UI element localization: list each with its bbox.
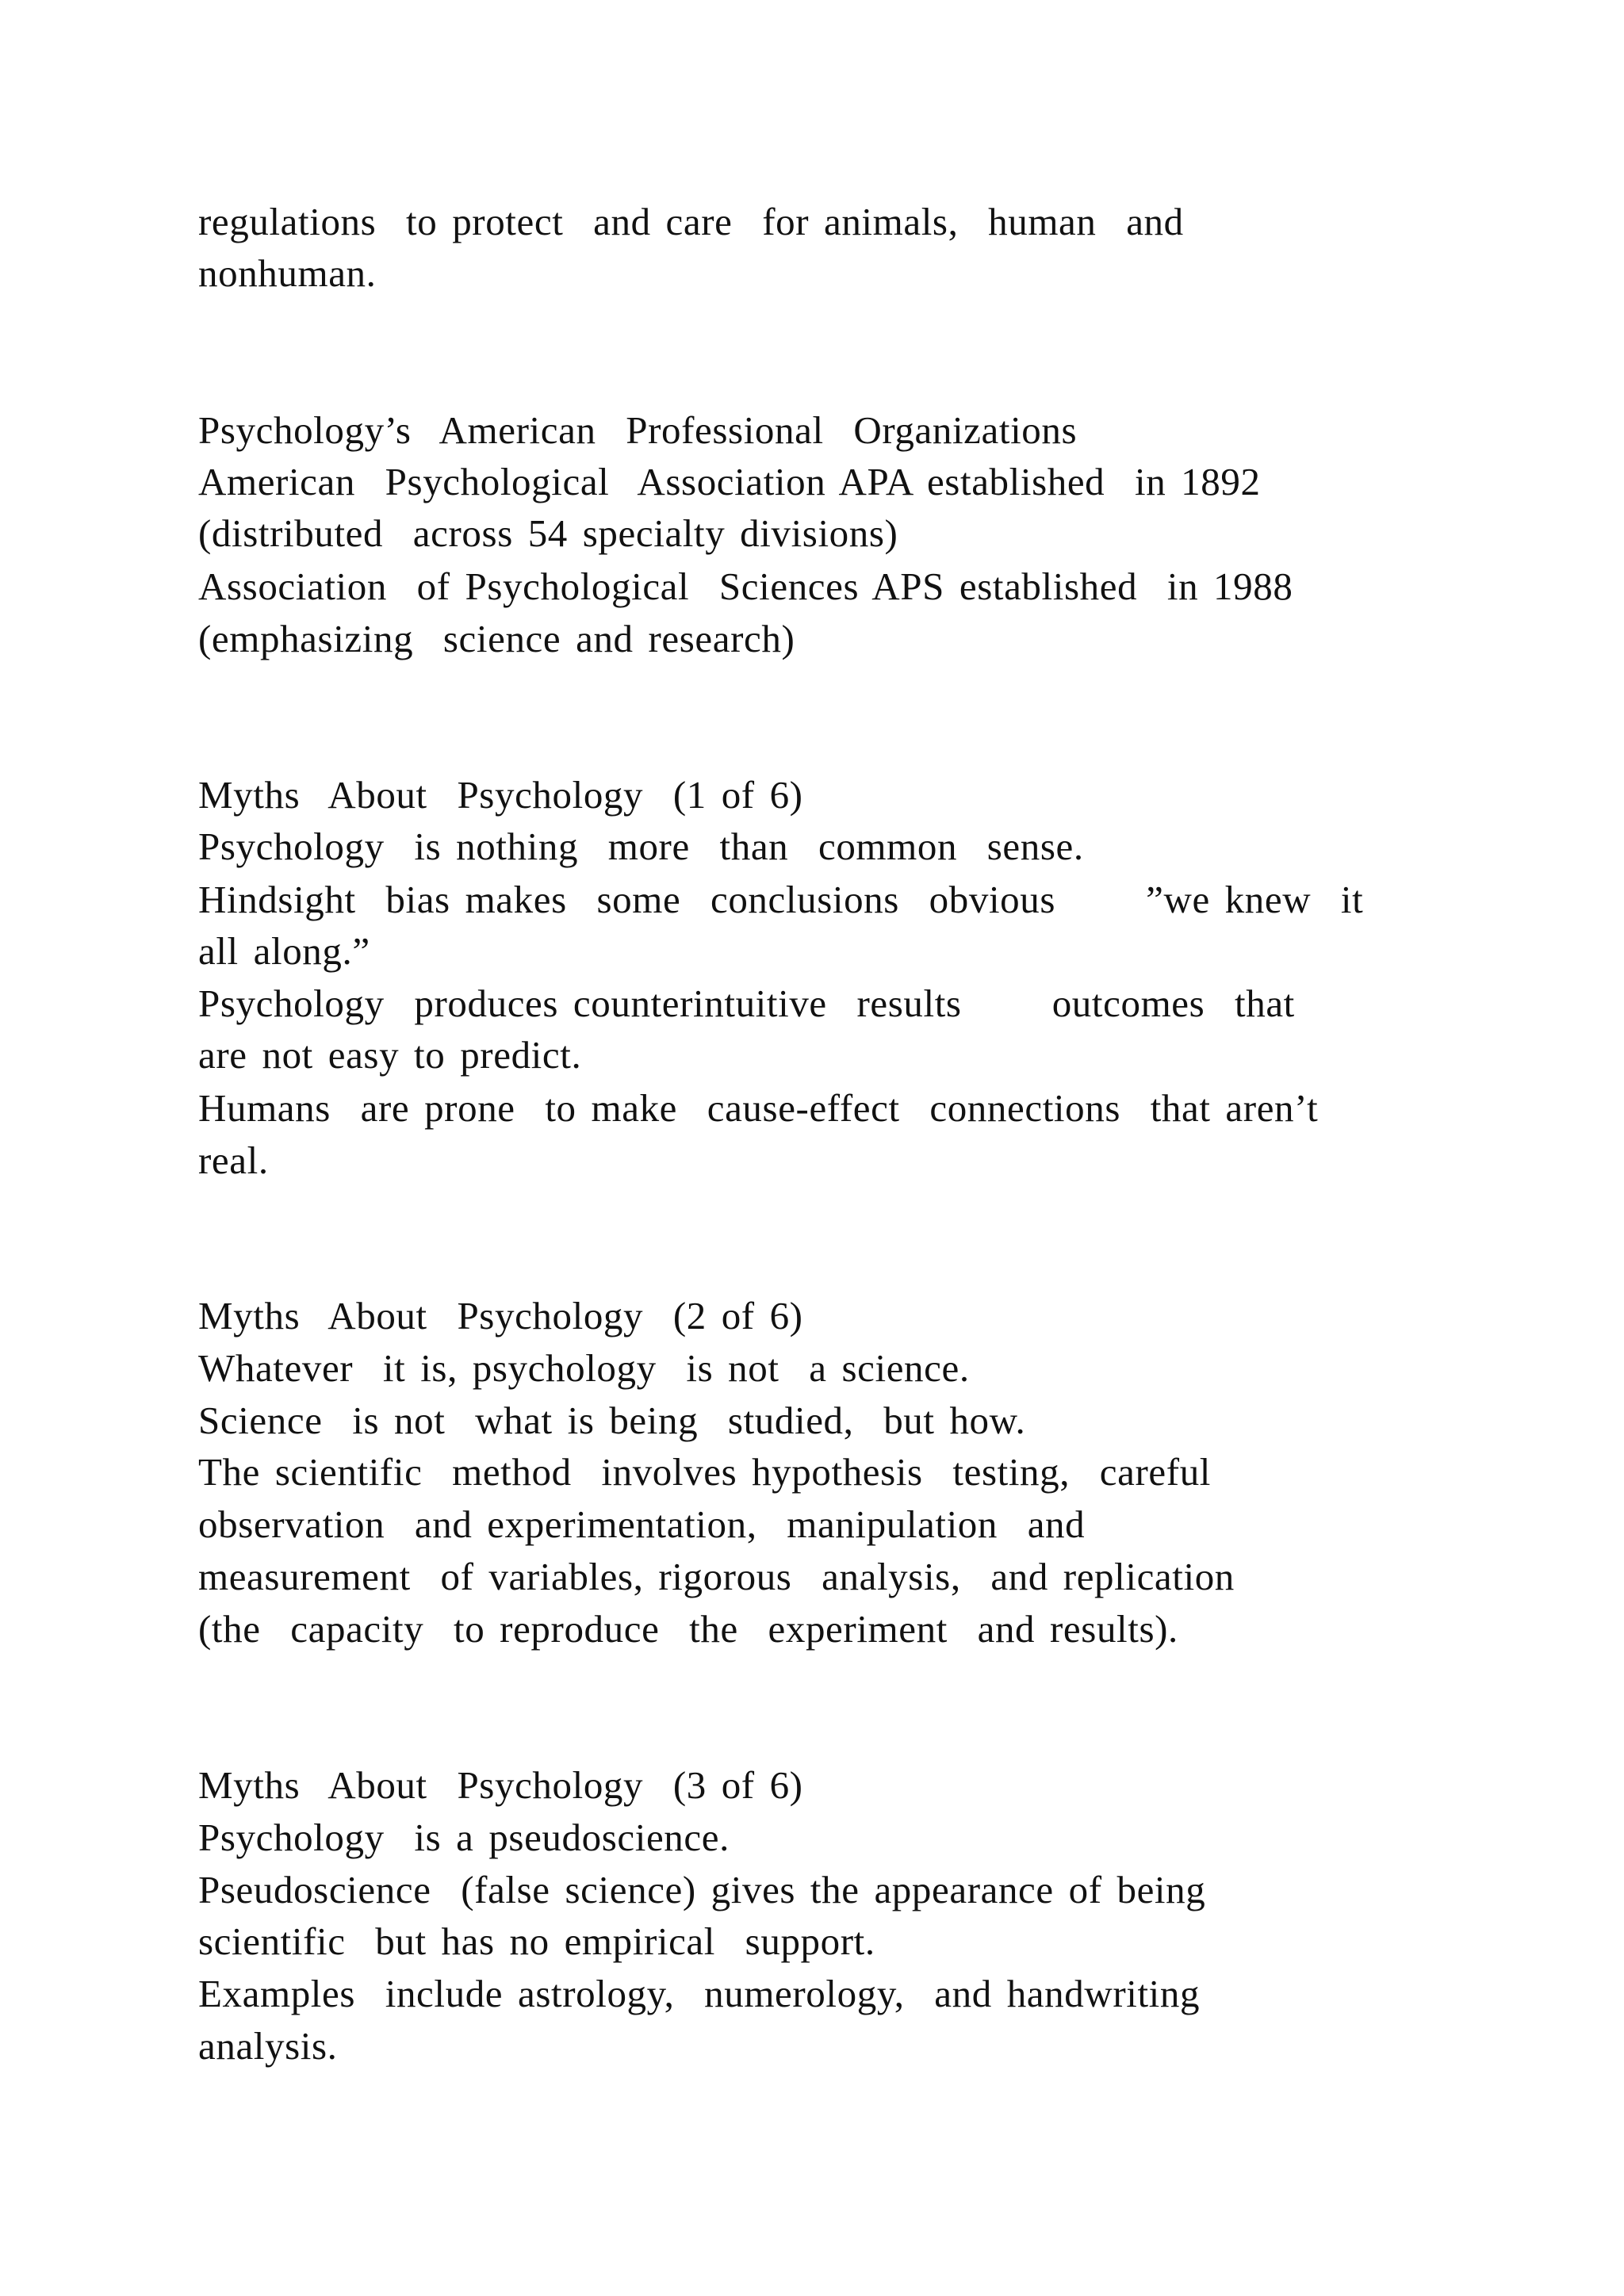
myths-1-line-2: Hindsight bias makes some conclusions obvious ”we knew it [198,878,1348,921]
section-heading-organizations: Psychology’s American Professional Organizations [198,408,1078,452]
myths-2-line-4: observation and experimentation, manipulation and [198,1502,1086,1546]
myths-3-line-4: Examples include astrology, numerology, and handwriting [198,1972,1201,2015]
myths-1-line-7: real. [198,1138,269,1182]
myths-2-line-1: Whatever it is, psychology is not a science. [198,1346,970,1390]
myths-1-line-6: Humans are prone to make cause-effect connections that aren’t [198,1086,1319,1130]
myths-1-line-1: Psychology is nothing more than common sense. [198,825,1084,868]
organizations-line-1: American Psychological Association APA established in 1892 [198,460,1261,503]
myths-1-line-3: all along.” [198,929,370,973]
myths-2-line-3: The scientific method involves hypothesis testing, careful [198,1450,1212,1494]
myths-2-line-2: Science is not what is being studied, but how. [198,1399,1026,1442]
myths-1-line-5: are not easy to predict. [198,1033,582,1077]
intro-line-1: regulations to protect and care for animals, human and [198,200,1184,243]
section-heading-myths-3: Myths About Psychology (3 of 6) [198,1763,803,1807]
organizations-line-2: (distributed across 54 specialty divisions) [198,511,898,555]
myths-3-line-3: scientific but has no empirical support. [198,1919,875,1963]
myths-3-line-5: analysis. [198,2024,338,2068]
myths-2-line-5: measurement of variables, rigorous analysis, and replication [198,1555,1235,1598]
organizations-line-3: Association of Psychological Sciences APS established in 1988 [198,564,1293,608]
intro-line-2: nonhuman. [198,251,377,295]
section-heading-myths-2: Myths About Psychology (2 of 6) [198,1294,803,1337]
organizations-line-4: (emphasizing science and research) [198,617,795,660]
section-heading-myths-1: Myths About Psychology (1 of 6) [198,773,803,817]
myths-3-line-1: Psychology is a pseudoscience. [198,1816,730,1859]
myths-2-line-6: (the capacity to reproduce the experiment and results). [198,1607,1178,1651]
myths-1-line-4: Psychology produces counterintuitive results outcomes that [198,982,1280,1025]
myths-3-line-2: Pseudoscience (false science) gives the appearance of being [198,1868,1206,1911]
